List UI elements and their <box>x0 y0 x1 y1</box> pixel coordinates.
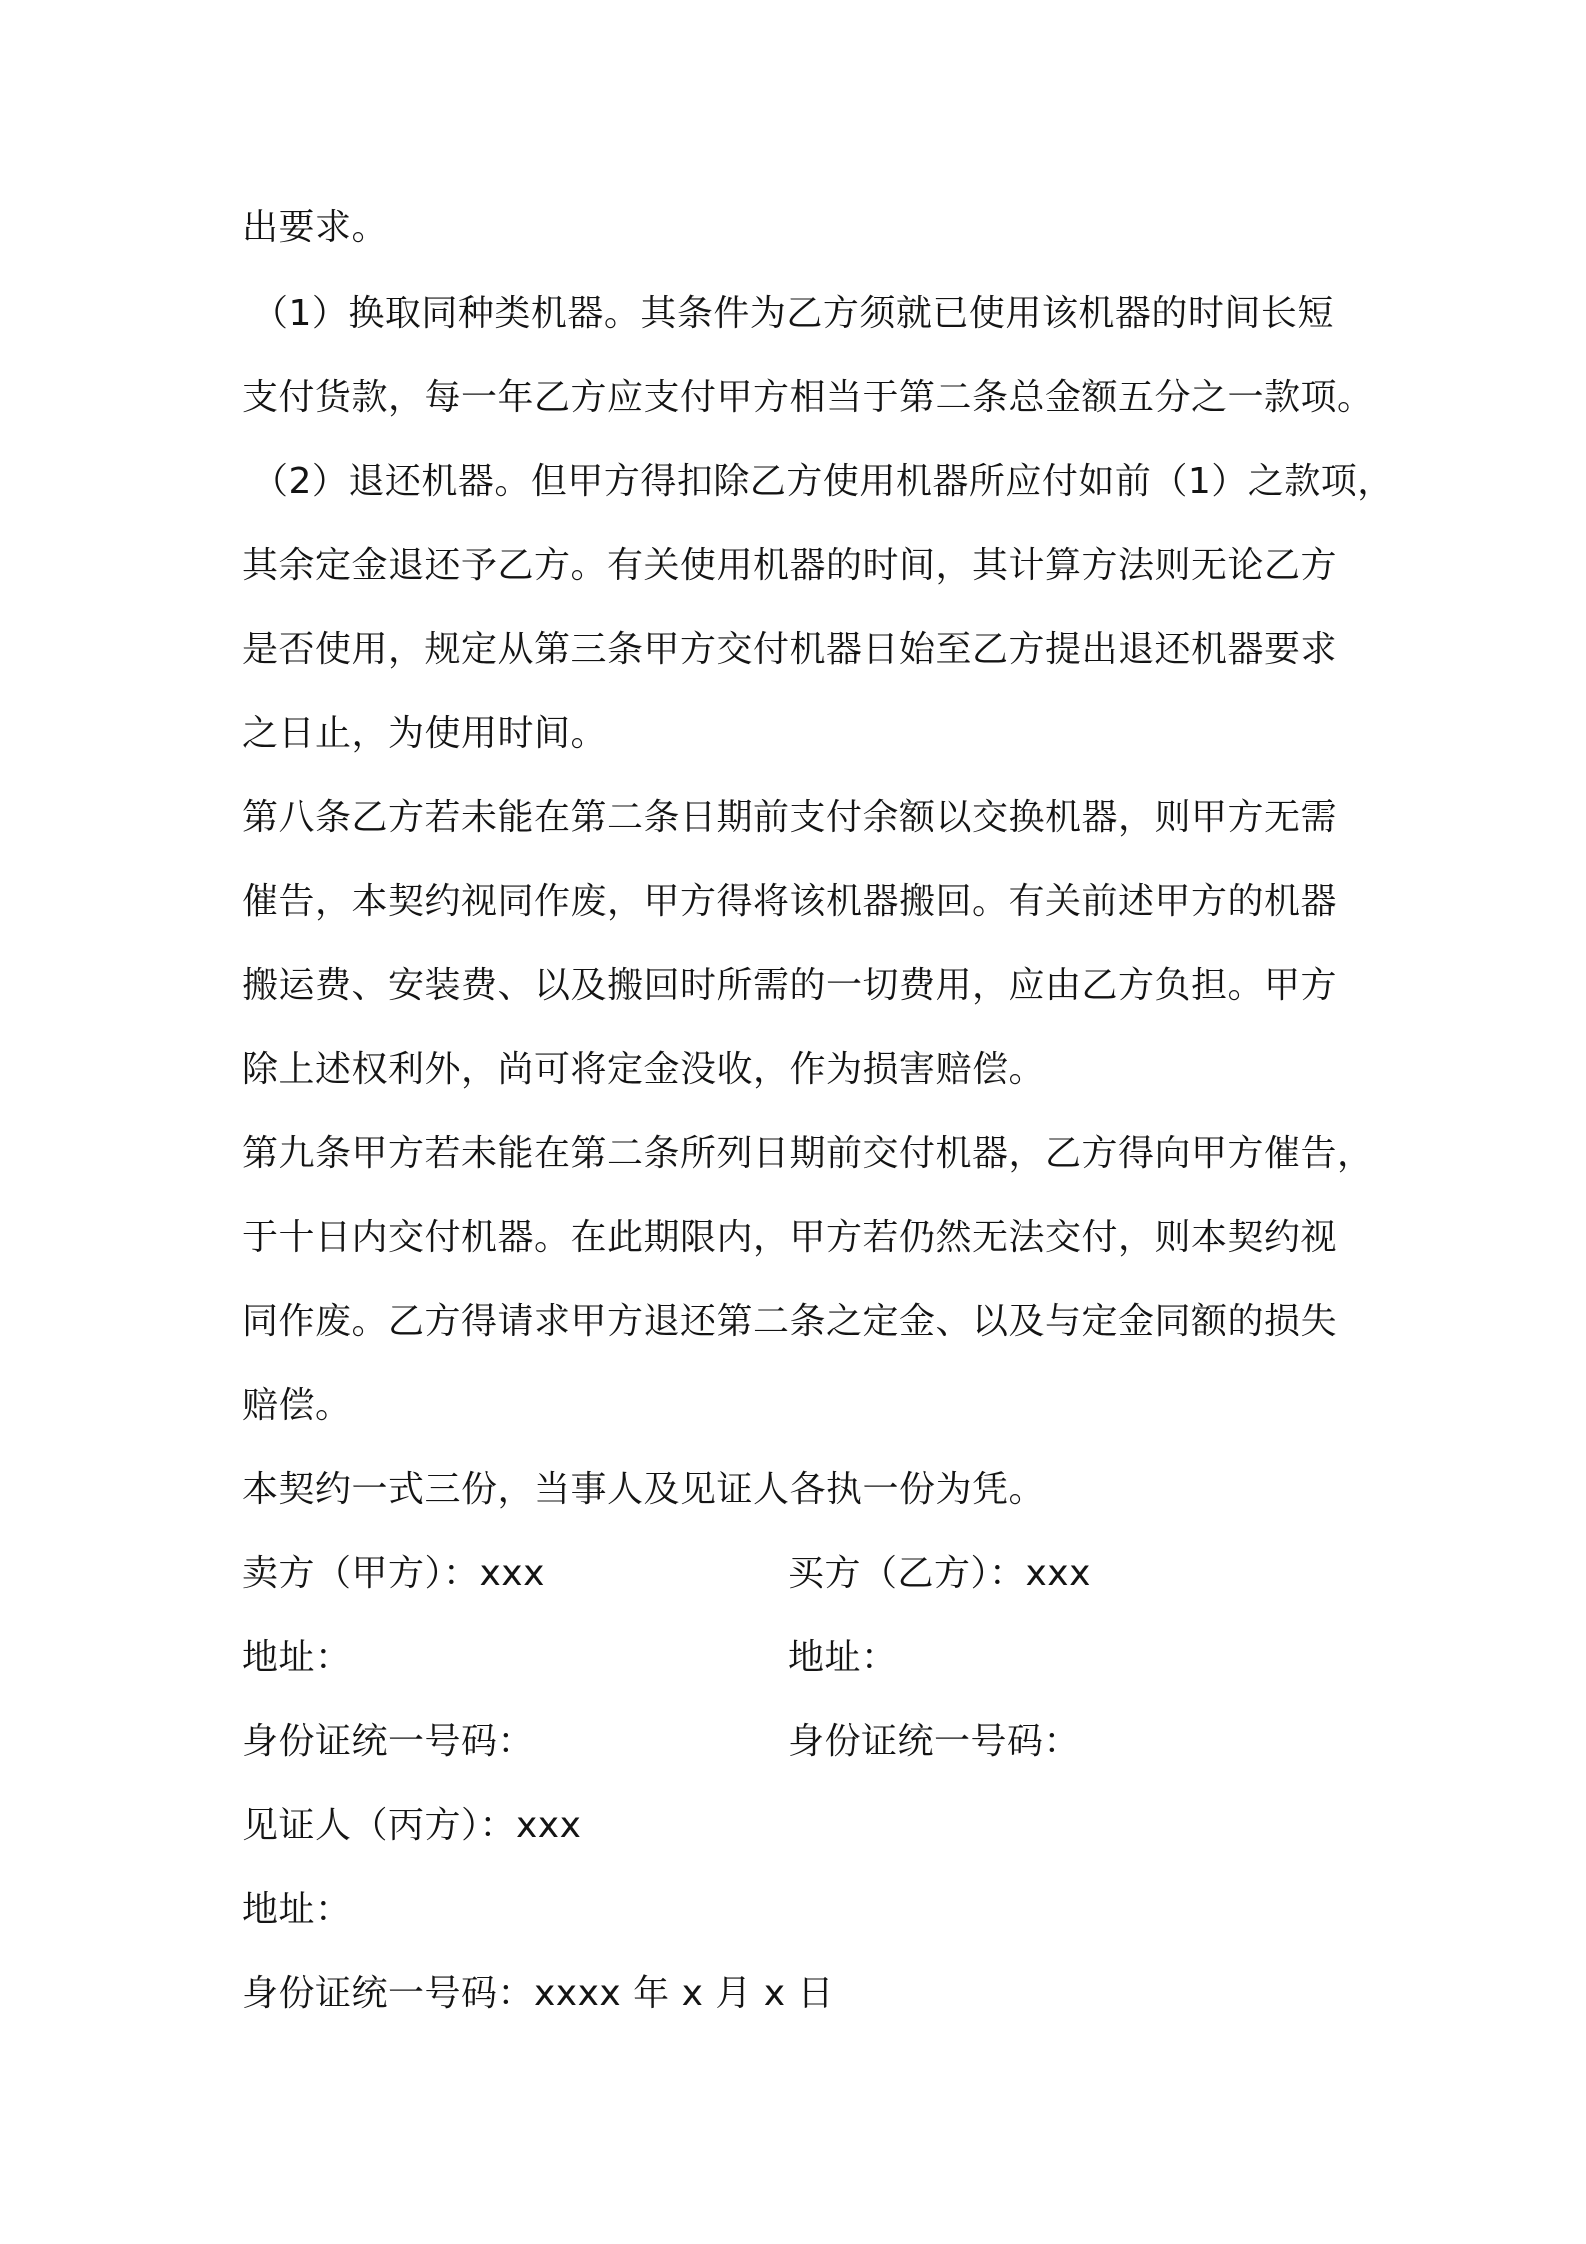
body-line: 催告，本契约视同作废，甲方得将该机器搬回。有关前述甲方的机器 <box>242 881 1338 922</box>
body-line: 出要求。 <box>242 207 389 248</box>
body-line: 于十日内交付机器。在此期限内，甲方若仍然无法交付，则本契约视 <box>242 1217 1338 1258</box>
witness-label: 见证人（丙方）：xxx <box>242 1805 582 1846</box>
body-line: 之日止，为使用时间。 <box>242 713 608 754</box>
buyer-label: 买方（乙方）：xxx <box>788 1553 1091 1594</box>
body-line: 是否使用，规定从第三条甲方交付机器日始至乙方提出退还机器要求 <box>242 629 1338 670</box>
body-line: 除上述权利外，尚可将定金没收，作为损害赔偿。 <box>242 1049 1046 1090</box>
buyer-id-label: 身份证统一号码： <box>788 1721 1081 1762</box>
seller-address-label: 地址： <box>242 1637 352 1678</box>
body-line: 本契约一式三份，当事人及见证人各执一份为凭。 <box>242 1469 1046 1510</box>
body-line: 赔偿。 <box>242 1385 352 1426</box>
seller-label: 卖方（甲方）：xxx <box>242 1553 545 1594</box>
witness-id-date: 身份证统一号码：xxxx 年 x 月 x 日 <box>242 1973 835 2014</box>
witness-address-label: 地址： <box>242 1889 352 1930</box>
seller-id-label: 身份证统一号码： <box>242 1721 535 1762</box>
body-line: 搬运费、安装费、以及搬回时所需的一切费用，应由乙方负担。甲方 <box>242 965 1338 1006</box>
body-line: 第八条乙方若未能在第二条日期前支付余额以交换机器，则甲方无需 <box>242 797 1338 838</box>
body-line: （1）换取同种类机器。其条件为乙方须就已使用该机器的时间长短 <box>252 293 1334 334</box>
body-line: 其余定金退还予乙方。有关使用机器的时间，其计算方法则无论乙方 <box>242 545 1338 586</box>
body-line: 支付货款，每一年乙方应支付甲方相当于第二条总金额五分之一款项。 <box>242 377 1374 418</box>
body-line: 同作废。乙方得请求甲方退还第二条之定金、以及与定金同额的损失 <box>242 1301 1338 1342</box>
body-line: （2）退还机器。但甲方得扣除乙方使用机器所应付如前（1）之款项， <box>252 461 1394 502</box>
body-line: 第九条甲方若未能在第二条所列日期前交付机器，乙方得向甲方催告， <box>242 1133 1374 1174</box>
buyer-address-label: 地址： <box>788 1637 898 1678</box>
